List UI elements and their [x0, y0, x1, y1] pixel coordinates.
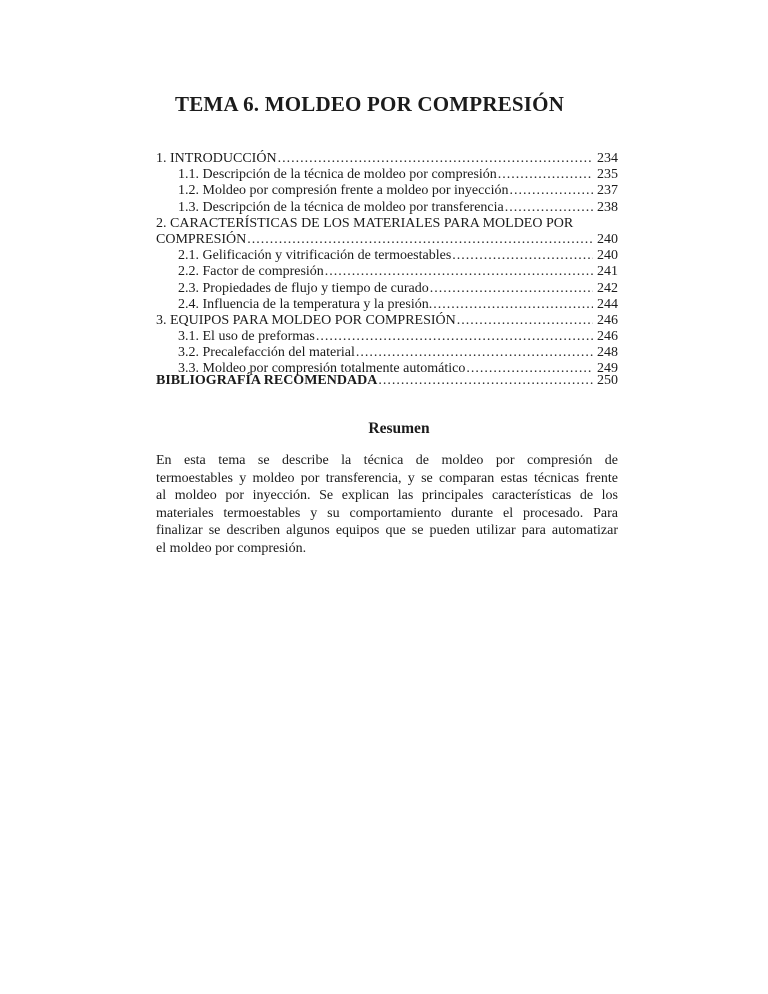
abstract-line: termoestables y moldeo por transferencia, y se comparan estas técnicas frente	[156, 470, 618, 486]
toc-dot-leader	[377, 373, 593, 389]
toc-dot-leader	[246, 232, 593, 248]
page-title: TEMA 6. MOLDEO POR COMPRESIÓN	[175, 92, 565, 116]
toc-entry-bibliography	[156, 373, 618, 389]
toc-entry-label: 2.4. Influencia de la temperatura y la presión.	[178, 296, 433, 312]
toc-entry-label: 2.1. Gelificación y vitrificación de termoestables	[178, 248, 452, 264]
toc-entry	[156, 232, 618, 248]
toc-page-number: 246	[597, 329, 618, 345]
toc-page-number: 235	[597, 167, 618, 183]
toc-page-number: 249	[597, 361, 618, 377]
abstract-line: el moldeo por compresión.	[156, 540, 307, 556]
toc-entry-label: 1.2. Moldeo por compresión frente a moldeo por inyección	[178, 183, 509, 199]
toc-entry-label: 3.2. Precalefacción del material	[178, 345, 355, 361]
abstract-paragraph	[156, 452, 618, 558]
toc-entry-label: 3.1. El uso de preformas	[178, 329, 315, 345]
toc-page-number: 250	[597, 373, 618, 388]
toc-entry-label: 2.3. Propiedades de flujo y tiempo de curado	[178, 280, 429, 296]
toc-page-number: 242	[597, 280, 618, 296]
toc-entry-label: 1. INTRODUCCIÓN	[156, 151, 277, 166]
toc-dot-leader	[504, 200, 593, 216]
toc-entry	[156, 329, 618, 345]
toc-page-number: 248	[597, 345, 618, 361]
toc-page-number: 244	[597, 296, 618, 312]
toc-entry-label: 1.3. Descripción de la técnica de moldeo por transferencia	[178, 199, 504, 215]
toc-page-number: 240	[597, 248, 618, 264]
toc-page-number: 240	[597, 231, 618, 247]
toc-dot-leader	[508, 183, 593, 199]
toc-dot-leader	[324, 264, 593, 280]
toc-entry	[156, 264, 618, 280]
toc-entry	[156, 183, 618, 199]
toc-page-number: 241	[597, 264, 618, 280]
toc-entry	[156, 345, 618, 361]
toc-dot-leader	[355, 345, 593, 361]
toc-entry	[156, 313, 618, 329]
toc-entry	[156, 200, 618, 216]
toc-entry	[156, 167, 618, 183]
toc-entry	[156, 151, 618, 167]
abstract-line: al moldeo por inyección. Se explican las principales características de los	[156, 488, 618, 504]
toc-page-number: 246	[597, 312, 618, 328]
toc-entry-label: 2.2. Factor de compresión	[178, 264, 324, 280]
toc-entry	[156, 297, 618, 313]
toc-dot-leader	[429, 281, 593, 297]
toc-dot-leader	[456, 313, 593, 329]
toc-entry	[156, 216, 618, 232]
toc-entry	[156, 248, 618, 264]
toc-entry-label: 1.1. Descripción de la técnica de moldeo por compresión	[178, 167, 497, 183]
abstract-line: finalizar se describen algunos equipos que se pueden utilizar para automatizar	[156, 523, 618, 539]
toc-dot-leader	[315, 329, 593, 345]
toc-dot-leader	[451, 248, 593, 264]
toc-entry	[156, 281, 618, 297]
bibliography-label: BIBLIOGRAFÍA RECOMENDADA	[156, 373, 378, 388]
resumen-heading: Resumen	[368, 420, 430, 437]
toc-page-number: 237	[597, 183, 618, 199]
toc-page-number: 238	[597, 199, 618, 215]
abstract-line: En esta tema se describe la técnica de moldeo por compresión de	[156, 453, 618, 468]
toc-entry-label: 3. EQUIPOS PARA MOLDEO POR COMPRESIÓN	[156, 312, 456, 328]
toc-entry-label: 2. CARACTERÍSTICAS DE LOS MATERIALES PARA MOLDEO POR	[156, 215, 574, 231]
toc-entry-label: 3.3. Moldeo por compresión totalmente automático	[178, 361, 466, 377]
toc-dot-leader	[497, 167, 593, 183]
table-of-contents	[156, 151, 618, 378]
toc-dot-leader	[432, 297, 593, 313]
toc-entry-label: COMPRESIÓN	[156, 231, 247, 247]
abstract-line: materiales termoestables y su comportamiento durante el procesado. Para	[156, 505, 618, 521]
toc-page-number: 234	[597, 151, 618, 166]
toc-dot-leader	[277, 151, 593, 167]
